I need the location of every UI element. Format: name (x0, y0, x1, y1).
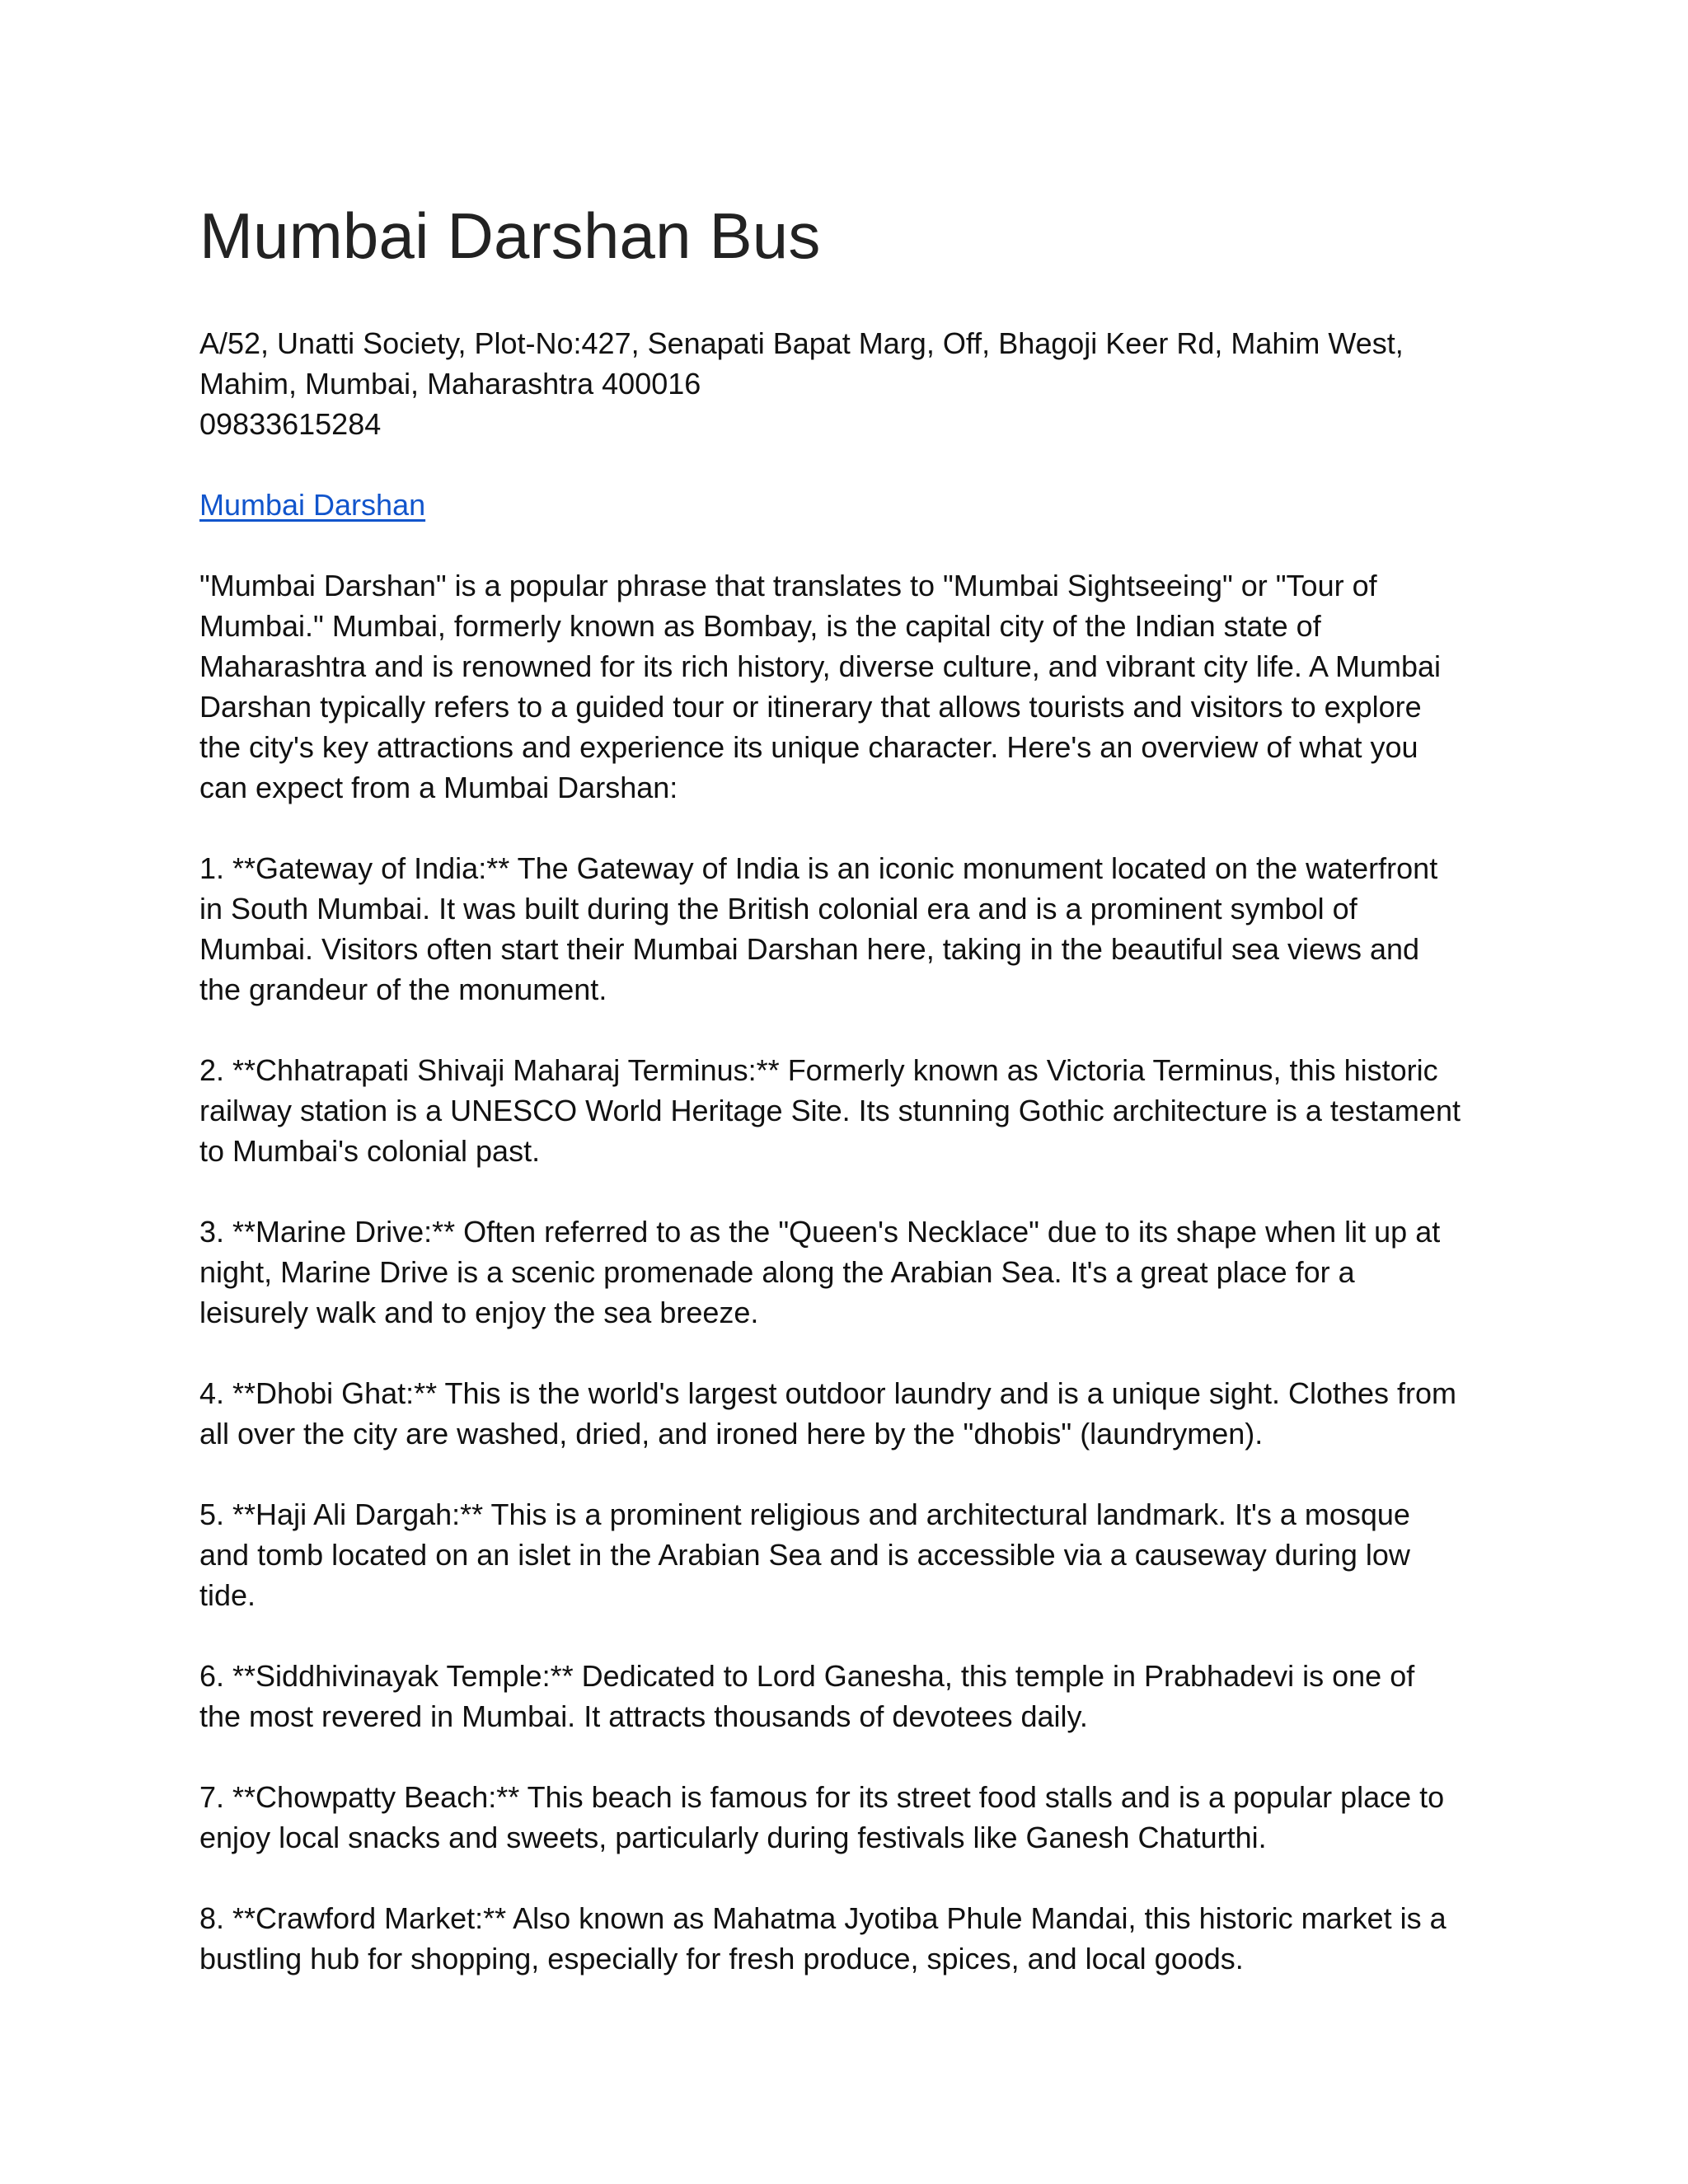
list-item-line: 2. **Chhatrapati Shivaji Maharaj Terminus:** Formerly known as Victoria Terminus, this historic (199, 1053, 1438, 1087)
address-line-1: A/52, Unatti Society, Plot-No:427, Senapati Bapat Marg, Off, Bhagoji Keer Rd, Mahim West, (199, 326, 1404, 360)
list-item-line: the most revered in Mumbai. It attracts thousands of devotees daily. (199, 1699, 1088, 1733)
list-item-line: 4. **Dhobi Ghat:** This is the world's largest outdoor laundry and is a unique sight. Clothes from (199, 1376, 1457, 1410)
list-item-line: railway station is a UNESCO World Heritage Site. Its stunning Gothic architecture is a testament (199, 1094, 1461, 1127)
list-item-line: all over the city are washed, dried, and ironed here by the "dhobis" (laundrymen). (199, 1417, 1264, 1451)
list-item-line: the grandeur of the monument. (199, 972, 607, 1006)
list-item-line: and tomb located on an islet in the Arabian Sea and is accessible via a causeway during low (199, 1538, 1410, 1572)
document-title: Mumbai Darshan Bus (199, 199, 821, 272)
intro-line: Darshan typically refers to a guided tour or itinerary that allows tourists and visitors to explore (199, 690, 1422, 724)
intro-line: the city's key attractions and experience its unique character. Here's an overview of what you (199, 730, 1418, 764)
list-item-marine-drive (199, 1212, 1502, 1333)
list-item-line: 3. **Marine Drive:** Often referred to as the "Queen's Necklace" due to its shape when lit up at (199, 1215, 1441, 1249)
mumbai-darshan-link[interactable]: Mumbai Darshan (199, 488, 426, 522)
phone-number: 09833615284 (199, 407, 382, 441)
list-item-line: enjoy local snacks and sweets, particularly during festivals like Ganesh Chaturthi. (199, 1821, 1267, 1854)
list-item-line: 6. **Siddhivinayak Temple:** Dedicated to Lord Ganesha, this temple in Prabhadevi is one of (199, 1659, 1415, 1693)
address-line-2: Mahim, Mumbai, Maharashtra 400016 (199, 367, 701, 401)
list-item-line: 8. **Crawford Market:** Also known as Mahatma Jyotiba Phule Mandai, this historic market is a (199, 1901, 1447, 1935)
list-item-line: Mumbai. Visitors often start their Mumbai Darshan here, taking in the beautiful sea views and (199, 932, 1420, 966)
list-item-crawford-market (199, 1898, 1502, 1979)
list-item-line: 1. **Gateway of India:** The Gateway of India is an iconic monument located on the waterfront (199, 851, 1438, 885)
intro-paragraph (199, 565, 1502, 808)
list-item-cst (199, 1050, 1502, 1171)
list-item-line: 5. **Haji Ali Dargah:** This is a prominent religious and architectural landmark. It's a mosque (199, 1497, 1410, 1531)
list-item-dhobi-ghat (199, 1373, 1502, 1454)
list-item-line: leisurely walk and to enjoy the sea breeze. (199, 1296, 759, 1329)
list-item-siddhivinayak (199, 1656, 1502, 1736)
document-page (199, 194, 1502, 1979)
list-item-line: bustling hub for shopping, especially for fresh produce, spices, and local goods. (199, 1942, 1244, 1975)
list-item-line: night, Marine Drive is a scenic promenade along the Arabian Sea. It's a great place for a (199, 1255, 1355, 1289)
intro-line: Maharashtra and is renowned for its rich history, diverse culture, and vibrant city life. A Mumbai (199, 649, 1442, 683)
intro-line: "Mumbai Darshan" is a popular phrase that translates to "Mumbai Sightseeing" or "Tour of (199, 569, 1377, 602)
list-item-haji-ali (199, 1494, 1502, 1615)
list-item-line: tide. (199, 1578, 256, 1612)
list-item-gateway-of-india (199, 848, 1502, 1010)
list-item-chowpatty (199, 1777, 1502, 1858)
link-paragraph (199, 485, 1502, 525)
list-item-line: in South Mumbai. It was built during the British colonial era and is a prominent symbol of (199, 892, 1357, 926)
list-item-line: to Mumbai's colonial past. (199, 1134, 541, 1168)
list-item-line: 7. **Chowpatty Beach:** This beach is famous for its street food stalls and is a popular place to (199, 1780, 1445, 1814)
intro-line: can expect from a Mumbai Darshan: (199, 771, 678, 804)
address-block (199, 323, 1502, 444)
intro-line: Mumbai." Mumbai, formerly known as Bombay, is the capital city of the Indian state of (199, 609, 1321, 643)
